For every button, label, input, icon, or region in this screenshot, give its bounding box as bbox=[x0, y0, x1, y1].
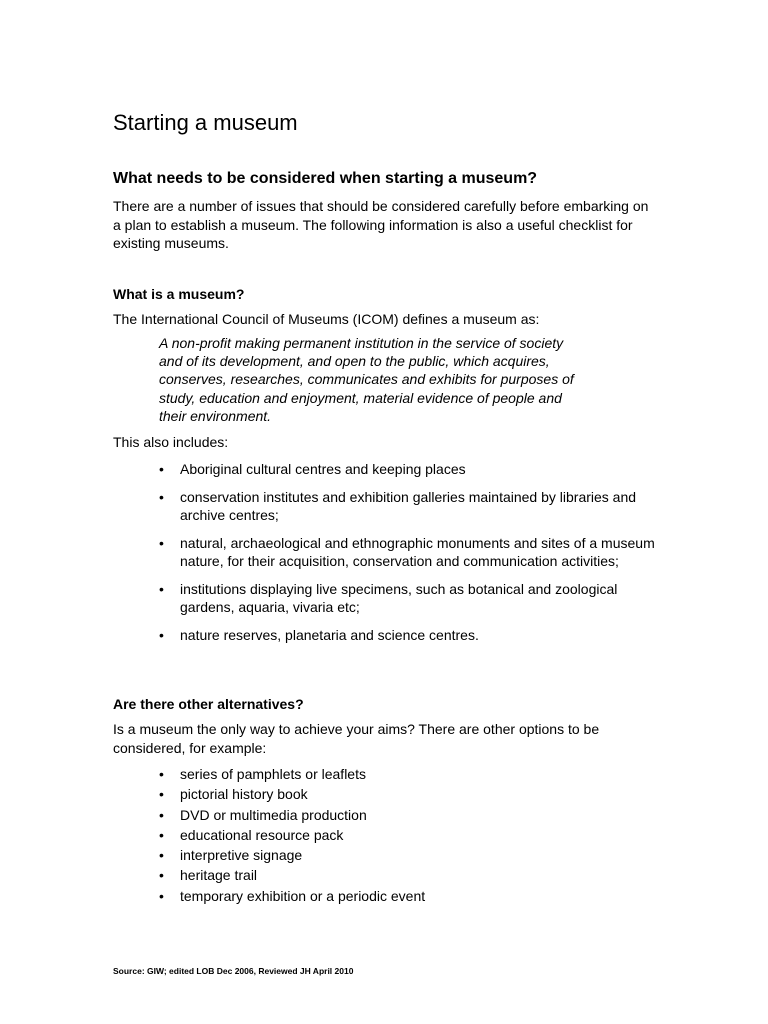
list-item: • interpretive signage bbox=[113, 846, 673, 865]
list-item: • heritage trail bbox=[113, 866, 673, 885]
museum-types-list bbox=[113, 460, 673, 644]
document-title: Starting a museum bbox=[113, 110, 298, 135]
section-heading-alternatives: Are there other alternatives? bbox=[113, 696, 304, 712]
source-footer: Source: GIW; edited LOB Dec 2006, Reviewed JH April 2010 bbox=[113, 966, 354, 976]
main-heading: What needs to be considered when starting a museum? bbox=[113, 170, 538, 187]
list-item: • pictorial history book bbox=[113, 785, 673, 804]
list-item: • natural, archaeological and ethnographic monuments and sites of a museum nature, for their acquisition, conservation and communication activities; bbox=[113, 534, 673, 571]
list-item: • conservation institutes and exhibition galleries maintained by libraries and archive centres; bbox=[113, 488, 673, 525]
alternatives-lead-text: Is a museum the only way to achieve your aims? There are other options to be considered, for example: bbox=[113, 721, 600, 756]
list-item: • institutions displaying live specimens, such as botanical and zoological gardens, aquaria, vivaria etc; bbox=[113, 580, 673, 617]
list-item: • educational resource pack bbox=[113, 826, 673, 845]
intro-paragraph: There are a number of issues that should be considered carefully before embarking on a plan to establish a museum. The following information is also a useful checklist for existing museums. bbox=[113, 198, 649, 251]
icom-definition-quote: A non-profit making permanent institution in the service of society and of its development, and open to the public, which acquires, conserves, researches, communicates and exhibits for purposes of study, education and enjoyment, material evidence of people and their environment. bbox=[159, 335, 574, 424]
list-item: • temporary exhibition or a periodic event bbox=[113, 887, 673, 906]
list-item: • Aboriginal cultural centres and keeping places bbox=[113, 460, 673, 479]
also-includes-text: This also includes: bbox=[113, 434, 229, 450]
list-item: • DVD or multimedia production bbox=[113, 806, 673, 825]
list-item: • nature reserves, planetaria and science centres. bbox=[113, 626, 673, 645]
section-heading-what-is-museum: What is a museum? bbox=[113, 286, 245, 302]
icom-lead-text: The International Council of Museums (ICOM) defines a museum as: bbox=[113, 311, 540, 327]
list-item: • series of pamphlets or leaflets bbox=[113, 765, 673, 784]
alternatives-list bbox=[113, 765, 673, 907]
